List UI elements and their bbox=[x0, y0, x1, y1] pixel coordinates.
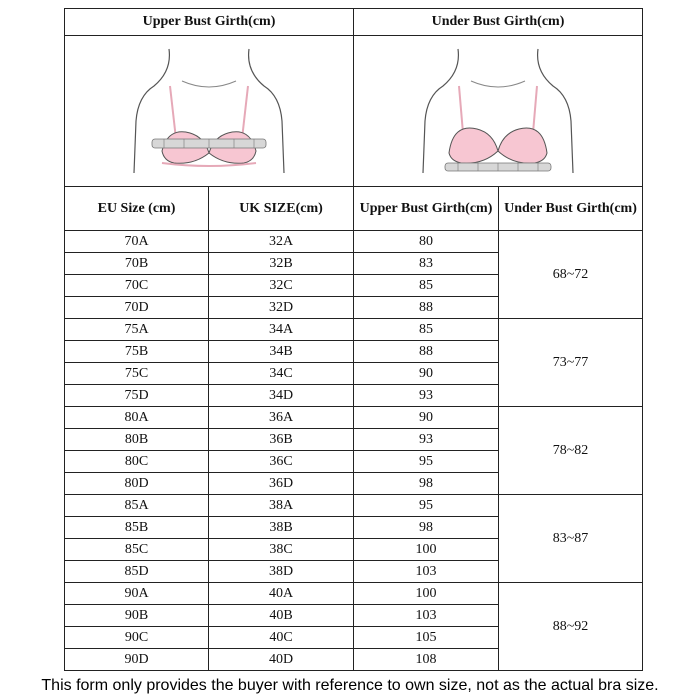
uk-size-cell: 36A bbox=[209, 407, 354, 429]
under-bust-illustration-cell bbox=[354, 36, 643, 187]
under-bust-range-cell: 88~92 bbox=[499, 583, 643, 671]
column-header-upper-bust: Upper Bust Girth(cm) bbox=[354, 187, 499, 231]
upper-bust-cell: 105 bbox=[354, 627, 499, 649]
eu-size-cell: 85A bbox=[65, 495, 209, 517]
uk-size-cell: 36C bbox=[209, 451, 354, 473]
upper-bust-cell: 103 bbox=[354, 561, 499, 583]
upper-bust-illustration-cell bbox=[65, 36, 354, 187]
under-bust-range-cell: 68~72 bbox=[499, 231, 643, 319]
uk-size-cell: 34A bbox=[209, 319, 354, 341]
eu-size-cell: 90A bbox=[65, 583, 209, 605]
eu-size-cell: 80C bbox=[65, 451, 209, 473]
upper-bust-cell: 90 bbox=[354, 363, 499, 385]
under-bust-illustration bbox=[413, 41, 583, 181]
upper-bust-cell: 90 bbox=[354, 407, 499, 429]
upper-bust-cell: 95 bbox=[354, 451, 499, 473]
upper-bust-illustration bbox=[124, 41, 294, 181]
uk-size-cell: 36B bbox=[209, 429, 354, 451]
upper-bust-cell: 83 bbox=[354, 253, 499, 275]
eu-size-cell: 80B bbox=[65, 429, 209, 451]
uk-size-cell: 38A bbox=[209, 495, 354, 517]
upper-bust-cell: 103 bbox=[354, 605, 499, 627]
disclaimer-note: This form only provides the buyer with reference to own size, not as the actual bra size. bbox=[41, 677, 659, 694]
table-row bbox=[65, 407, 643, 429]
uk-size-cell: 32B bbox=[209, 253, 354, 275]
eu-size-cell: 90B bbox=[65, 605, 209, 627]
upper-bust-cell: 88 bbox=[354, 341, 499, 363]
table-row bbox=[65, 231, 643, 253]
uk-size-cell: 34B bbox=[209, 341, 354, 363]
uk-size-cell: 40B bbox=[209, 605, 354, 627]
eu-size-cell: 75B bbox=[65, 341, 209, 363]
uk-size-cell: 32A bbox=[209, 231, 354, 253]
upper-bust-cell: 93 bbox=[354, 429, 499, 451]
column-header-under-bust: Under Bust Girth(cm) bbox=[499, 187, 643, 231]
eu-size-cell: 70A bbox=[65, 231, 209, 253]
upper-bust-cell: 98 bbox=[354, 473, 499, 495]
size-table-header-row bbox=[65, 187, 643, 231]
size-table-body bbox=[65, 231, 643, 671]
upper-bust-cell: 93 bbox=[354, 385, 499, 407]
uk-size-cell: 34C bbox=[209, 363, 354, 385]
eu-size-cell: 80D bbox=[65, 473, 209, 495]
uk-size-cell: 34D bbox=[209, 385, 354, 407]
eu-size-cell: 70B bbox=[65, 253, 209, 275]
uk-size-cell: 38B bbox=[209, 517, 354, 539]
eu-size-cell: 85B bbox=[65, 517, 209, 539]
upper-bust-cell: 95 bbox=[354, 495, 499, 517]
uk-size-cell: 38C bbox=[209, 539, 354, 561]
uk-size-cell: 40C bbox=[209, 627, 354, 649]
eu-size-cell: 75A bbox=[65, 319, 209, 341]
upper-bust-cell: 108 bbox=[354, 649, 499, 671]
upper-bust-cell: 100 bbox=[354, 539, 499, 561]
eu-size-cell: 80A bbox=[65, 407, 209, 429]
under-bust-range-cell: 78~82 bbox=[499, 407, 643, 495]
eu-size-cell: 90C bbox=[65, 627, 209, 649]
upper-bust-cell: 80 bbox=[354, 231, 499, 253]
eu-size-cell: 85D bbox=[65, 561, 209, 583]
upper-bust-cell: 85 bbox=[354, 275, 499, 297]
under-bust-title: Under Bust Girth(cm) bbox=[354, 9, 643, 36]
column-header-eu-size: EU Size (cm) bbox=[65, 187, 209, 231]
table-row bbox=[65, 583, 643, 605]
uk-size-cell: 40D bbox=[209, 649, 354, 671]
eu-size-cell: 90D bbox=[65, 649, 209, 671]
eu-size-cell: 75D bbox=[65, 385, 209, 407]
eu-size-cell: 70C bbox=[65, 275, 209, 297]
upper-bust-title: Upper Bust Girth(cm) bbox=[65, 9, 354, 36]
upper-bust-cell: 100 bbox=[354, 583, 499, 605]
upper-bust-cell: 98 bbox=[354, 517, 499, 539]
column-header-uk-size: UK SIZE(cm) bbox=[209, 187, 354, 231]
table-row bbox=[65, 319, 643, 341]
upper-bust-cell: 85 bbox=[354, 319, 499, 341]
size-chart bbox=[64, 8, 642, 666]
under-bust-range-cell: 73~77 bbox=[499, 319, 643, 407]
measurement-header-table bbox=[64, 8, 643, 187]
eu-size-cell: 85C bbox=[65, 539, 209, 561]
eu-size-cell: 75C bbox=[65, 363, 209, 385]
eu-size-cell: 70D bbox=[65, 297, 209, 319]
size-table bbox=[64, 186, 643, 671]
uk-size-cell: 40A bbox=[209, 583, 354, 605]
upper-bust-cell: 88 bbox=[354, 297, 499, 319]
uk-size-cell: 38D bbox=[209, 561, 354, 583]
uk-size-cell: 32C bbox=[209, 275, 354, 297]
uk-size-cell: 36D bbox=[209, 473, 354, 495]
table-row bbox=[65, 495, 643, 517]
under-bust-range-cell: 83~87 bbox=[499, 495, 643, 583]
uk-size-cell: 32D bbox=[209, 297, 354, 319]
